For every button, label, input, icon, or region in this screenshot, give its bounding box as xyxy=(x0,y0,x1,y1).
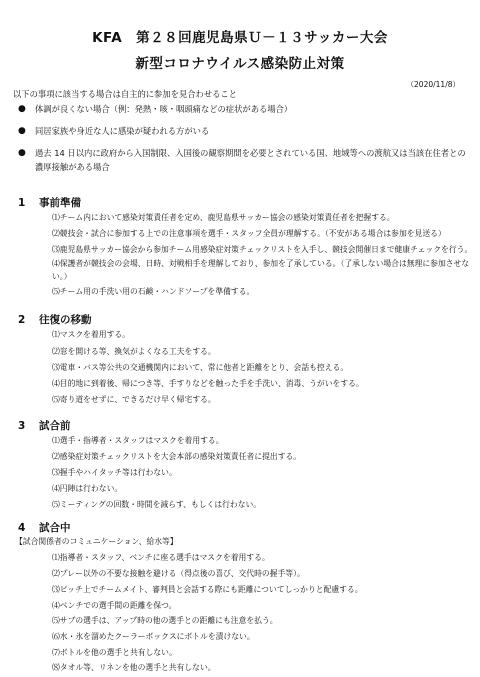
bullet-text: 同居家族や身近な人に感染が疑われる方がいる xyxy=(35,126,210,136)
list-item: ⑻タオル等、リネンを他の選手と共有しない。 xyxy=(52,663,216,672)
list-item: ⑶電車・バス等公共の交通機関内において、常に他者と距離をとり、会話も控える。 xyxy=(52,363,349,372)
bullet-item xyxy=(18,146,468,174)
list-item: ⑸ミーティングの回数・時間を減らす、もしくは行わない。 xyxy=(52,500,262,509)
bullet-item xyxy=(18,124,468,138)
list-item: ⑴マスクを着用する。 xyxy=(52,330,130,339)
section-title-1 xyxy=(18,195,81,210)
bullet-text: 体調が良くない場合（例：発熱・咳・咽頭痛などの症状がある場合） xyxy=(35,104,293,114)
section-title-3 xyxy=(18,418,71,433)
bullet-text: 過去 14 日以内に政府から入国制限、入国後の観察期間を必要とされている国、地域等への渡航又は当該在住者との濃厚接触がある場合 xyxy=(35,148,466,172)
list-item: ⑺ボトルを他の選手と共有しない。 xyxy=(52,648,177,657)
list-item: ⑵プレー以外の不要な接触を避ける（得点後の喜び、交代時の握手等）。 xyxy=(52,569,305,578)
section-number: 4 xyxy=(18,522,26,534)
bullet-dot-icon: ● xyxy=(18,126,26,136)
section-heading: 試合中 xyxy=(39,522,71,534)
section-heading: 試合前 xyxy=(39,420,71,432)
list-item: ⑶鹿児島県サッカー協会から参加チーム用感染症対策チェックリストを入手し、競技会開催日まで健康チェックを行う。 xyxy=(52,245,473,254)
section-number: 1 xyxy=(18,197,26,209)
bullet-dot-icon: ● xyxy=(18,104,26,114)
section-subheading: 【試合関係者のコミュニケーション、給水等】 xyxy=(15,537,178,546)
list-item: ⑸チーム用の手洗い用の石鹸・ハンドソープを準備する。 xyxy=(52,287,255,296)
document-date: （2020/11/8） xyxy=(406,80,460,89)
section-heading: 事前準備 xyxy=(39,197,81,209)
bullet-dot-icon: ● xyxy=(18,148,26,158)
list-item: ⑷ベンチでの選手間の距離を保つ。 xyxy=(52,601,177,610)
section-title-2 xyxy=(18,312,92,327)
section-title-4 xyxy=(18,520,71,535)
list-item: ⑵感染症対策チェックリストを大会本部の感染対策責任者に提出する。 xyxy=(52,452,302,461)
list-item: ⑷円陣は行わない。 xyxy=(52,484,123,493)
list-item: ⑶ピッチ上でチームメイト、審判員と会話する際にも距離についてしっかりと配慮する。 xyxy=(52,585,363,594)
list-item: ⑹水・氷を溜めたクーラーボックスにボトルを漬けない。 xyxy=(52,632,255,641)
list-item: ⑷目的地に到着後、帰につき等、手すりなどを触った手を手洗い、消毒、うがいをする。 xyxy=(52,379,364,388)
document-subtitle: 新型コロナウイルス感染防止対策 xyxy=(135,56,345,72)
list-item: ⑷保護者が競技会の会場、日時、対戦相手を理解しており、参加を了承している。（了承しない場合は無理に参加させない。） xyxy=(52,259,470,281)
section-number: 2 xyxy=(18,314,26,326)
list-item: ⑶握手やハイタッチ等は行わない。 xyxy=(52,468,177,477)
list-item: ⑴選手・指導者・スタッフはマスクを着用する。 xyxy=(52,436,224,445)
list-item: ⑵競技会・試合に参加する上での注意事項を選手・スタッフ全員が理解する。（不安がある場合は参加を見送る） xyxy=(52,229,446,238)
intro-text: 以下の事項に該当する場合は自主的に参加を見合わせること xyxy=(13,89,238,99)
list-item: ⑸サブの選手は、アップ時の他の選手との距離にも注意を払う。 xyxy=(52,616,278,625)
list-item: ⑵窓を開ける等、換気がよくなる工夫をする。 xyxy=(52,347,216,356)
section-number: 3 xyxy=(18,420,26,432)
list-item: ⑴指導者・スタッフ、ベンチに座る選手はマスクを着用する。 xyxy=(52,553,270,562)
document-title: KFA 第２８回鹿児島県Ｕ－１３サッカー大会 xyxy=(92,30,388,46)
list-item: ⑸寄り道をせずに、できるだけ早く帰宅する。 xyxy=(52,395,216,404)
bullet-item xyxy=(18,102,468,116)
section-heading: 往復の移動 xyxy=(39,314,92,326)
list-item: ⑴チーム内において感染対策責任者を定め、鹿児島県サッカー協会の感染対策責任者を把握する。 xyxy=(52,213,395,222)
